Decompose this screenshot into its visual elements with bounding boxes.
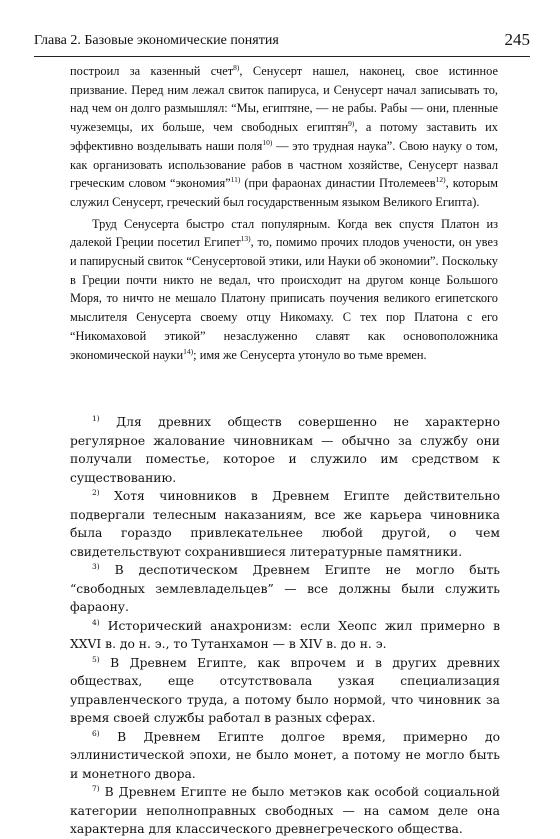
footnote-text: В Древнем Египте долгое время, примерно до эллинистической эпохи, не было монет, а потому не могло быть и монетного двора.: [70, 729, 500, 781]
footnote: [70, 783, 500, 839]
footnote: [70, 654, 500, 728]
footnote-reference: 8): [233, 63, 240, 72]
footnote-reference: 14): [183, 346, 194, 356]
footnote-reference: 10): [262, 137, 273, 147]
footnote-reference: 11): [230, 175, 241, 185]
footnote-reference: 13): [240, 234, 251, 244]
chapter-title: Глава 2. Базовые экономические понятия: [34, 33, 279, 48]
main-text: [70, 62, 498, 364]
page-number: 245: [504, 30, 530, 49]
footnote-reference: 12): [435, 175, 446, 185]
footnote-number: 6): [92, 728, 100, 738]
text-run: , которым служил Сенусерт, греческий был государственным языком Великого Египта).: [70, 176, 498, 209]
text-run: построил за казенный счет: [70, 64, 234, 78]
text-run: , а потому заставить их эффективно возделывать наши поля: [70, 120, 498, 153]
footnote: [70, 561, 500, 617]
footnote: [70, 617, 500, 654]
footnote-text: Для древних обществ совершенно не характерно регулярное жалование чиновникам — обычно за службу они получали поместье, которое и служило им средством к существованию.: [70, 415, 500, 485]
footnote-number: 4): [92, 617, 100, 627]
body-paragraph: [70, 215, 498, 365]
footnote: [70, 487, 500, 561]
footnote-number: 3): [92, 562, 100, 571]
text-run: , Сенусерт нашел, наконец, свое истинное призвание. Перед ним лежал свиток папируса, и Сенусерт начал записывать то, над чем он долго размышлял: “Мы, египтяне, — не рабы. Рабы — они, пленные чужеземцы, их больше, чем свободных египтян: [70, 64, 498, 135]
footnote-text: В Древнем Египте, как впрочем и в других древних обществах, еще отсутствовала узкая специализация управленческого труда, а потому было нормой, что чиновник за время своей службы работал в разных сферах.: [70, 655, 500, 725]
body-paragraph: [70, 62, 498, 212]
text-run: , то, помимо прочих плодов учености, он увез и папирусный свиток “Сенусертовой этики, или Науки об экономии”. Поскольку в Греции почти никто не ведал, что происходит на другом конце Большого Моря, то ничто не мешало Платону приписать поучения великого египетского мыслителя Сенусерта своему отцу Никомаху. С тех пор Платона с его “Никомаховой этикой” незаслуженно славят как основоположника экономической науки: [70, 235, 498, 362]
footnote-number: 1): [92, 414, 100, 423]
footnote: [70, 728, 500, 784]
footnote-number: 5): [92, 654, 100, 664]
text-run: Труд Сенусерта быстро стал популярным. Когда век спустя Платон из далекой Греции посетил Египет: [70, 216, 498, 250]
footnote-text: Хотя чиновников в Древнем Египте действительно подвергали телесным наказаниям, все же карьера чиновника была гораздо привлекательнее любой другой, о чем свидетельствуют сохранившиеся литературные памятники.: [70, 489, 500, 559]
footnote: [70, 413, 500, 487]
running-header: [34, 30, 530, 57]
text-run: — это трудная наука”. Свою науку о том, как организовать использование рабов в частном хозяйстве, Сенусерт назвал греческим словом “экономия”: [70, 138, 498, 191]
footnote-text: В Древнем Египте не было метэков как особой социальной категории неполноправных свободных — на самом деле она характерна для классического древнегреческого общества.: [70, 785, 500, 836]
footnotes: [70, 413, 500, 839]
footnote-reference: 9): [348, 119, 355, 129]
footnote-text: В деспотическом Древнем Египте не могло быть “свободных землевладельцев” — все должны были служить фараону.: [70, 563, 500, 614]
footnote-number: 7): [92, 784, 100, 793]
text-run: ; имя же Сенусерта утонуло во тьме времен.: [193, 347, 427, 362]
footnote-text: Исторический анахронизм: если Хеопс жил примерно в XXVI в. до н. э., то Тутанхамон — в XIV в. до н. э.: [70, 618, 500, 651]
text-run: (при фараонах династии Птолемеев: [240, 176, 436, 191]
footnote-number: 2): [92, 488, 100, 497]
